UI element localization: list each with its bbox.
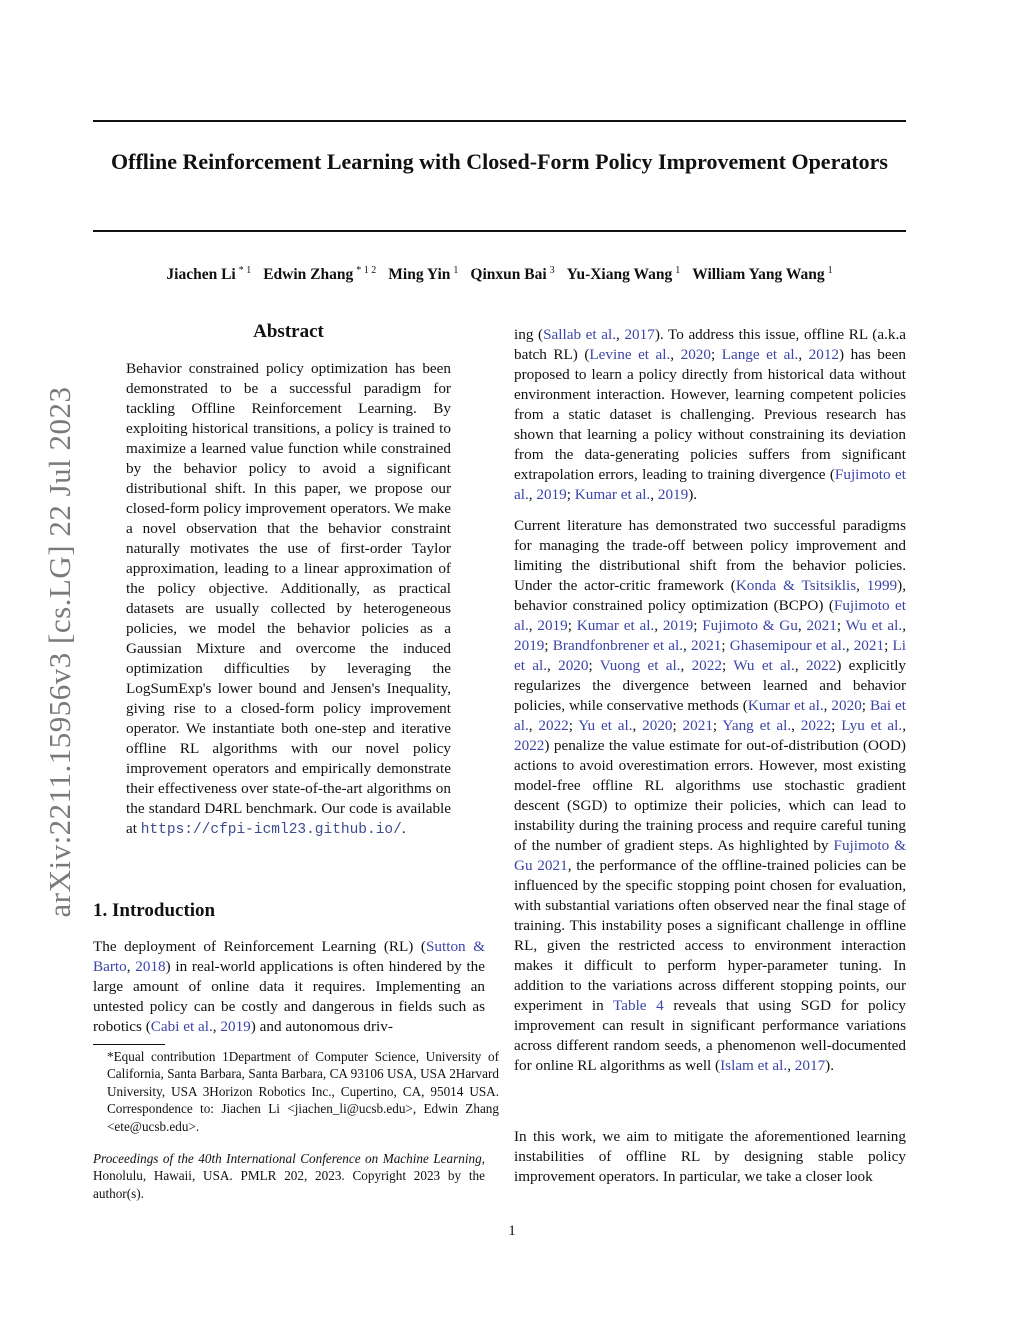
citation-link[interactable]: Islam et al. (720, 1057, 788, 1074)
citation-link[interactable]: 2020 (642, 717, 673, 734)
body-text: ; (721, 637, 730, 654)
body-text: ; (836, 617, 846, 634)
body-text: ; (710, 346, 722, 363)
body-text: , (212, 1018, 221, 1035)
citation-link[interactable]: 2022 (800, 717, 832, 734)
citation-link[interactable]: Table 4 (613, 997, 664, 1014)
body-text: , (797, 617, 807, 634)
author-affiliation-marker: 1 (453, 265, 459, 276)
author-name (166, 266, 251, 283)
body-text: , (632, 717, 643, 734)
body-text: ) in real-world applications is often hindered by the large amount of online data it requires. Implementing an untested policy can be costly and dangerous in fields such as robotics ( (93, 958, 486, 1035)
body-text: , (794, 657, 806, 674)
body-text: , (650, 486, 658, 503)
body-text: ; (566, 486, 575, 503)
author-name (263, 266, 376, 283)
body-text: , (654, 617, 663, 634)
citation-link[interactable]: 2020 (558, 657, 589, 674)
body-text: , (902, 717, 906, 734)
citation-link[interactable]: Brandfonbrener et al. (552, 637, 684, 654)
page-number: 1 (508, 1223, 516, 1239)
right-paragraph-2 (514, 516, 906, 1076)
body-text: , (126, 958, 136, 975)
abstract-body: Behavior constrained policy optimization has been demonstrated to be a successful paradigm for tackling Offline Reinforcement Learning. By exploiting historical transitions, a policy is trained to maximize a learned value function while constrained by the behavior policy to avoid a significant distributional shift. In this paper, we propose our closed-form policy improvement operators. We make a novel observation that the behavior constraint naturally motivates the use of first-order Taylor approximation, leading to a linear approximation of the policy objective. Additionally, as practical datasets are usually collected by heterogeneous policies, we model the behavior policies as a Gaussian Mixture and overcome the induced optimization difficulties by leveraging the LogSumExp's lower bound and Jensen's Inequality, giving rise to a closed-form policy improvement operator. We instantiate both one-step and iterative offline RL algorithms with our novel policy improvement operators and empirically demonstrate their effectiveness over state-of-the-art algorithms on the standard D4RL benchmark. Our code is available at (126, 360, 451, 837)
citation-link[interactable]: 2019 (657, 486, 689, 503)
body-text: , (791, 717, 801, 734)
body-text: ; (544, 637, 553, 654)
citation-link[interactable]: 2012 (808, 346, 840, 363)
citation-link[interactable]: Konda & Tsitsiklis (735, 577, 857, 594)
author-name (388, 266, 458, 283)
citation-link[interactable]: 2017 (794, 1057, 826, 1074)
body-text: , (680, 657, 692, 674)
body-text: ) penalize the value estimate for out-of-distribution (OOD) actions to avoid overestimation errors. However, most existing model-free offline RL algorithms use stochastic gradient descent (SGD) to optimize their policies, which can lead to instability during the training process and require careful tuning of the number of gradient steps. As highlighted by (514, 737, 906, 854)
body-text: ). To address this issue, offline RL (a.k.a batch RL) ( (514, 326, 906, 363)
body-text: ; (721, 657, 734, 674)
intro-paragraph-1 (93, 937, 485, 1037)
citation-link[interactable]: Fujimoto & Gu (702, 617, 798, 634)
citation-link[interactable]: Vuong et al. (599, 657, 681, 674)
citation-link[interactable]: Kumar et al. (747, 697, 824, 714)
citation-link[interactable]: 2020 (831, 697, 862, 714)
author-name-text: Edwin Zhang (263, 266, 354, 284)
body-text: ; (884, 637, 893, 654)
citation-link[interactable]: Ghasemipour et al. (729, 637, 846, 654)
body-text: ). (825, 1057, 835, 1074)
citation-link[interactable]: 2019 (662, 617, 694, 634)
citation-link[interactable]: Li et al. (514, 637, 906, 674)
citation-link[interactable]: Fujimoto et al. (514, 466, 906, 503)
title-rule-top (93, 120, 906, 122)
citation-link[interactable]: 2017 (624, 326, 655, 343)
citation-link[interactable]: 2019 (537, 617, 568, 634)
author-name-text: Jiachen Li (166, 266, 236, 284)
citation-link[interactable]: Wu et al. (845, 617, 903, 634)
citation-link[interactable]: 1999 (866, 577, 898, 594)
body-text: ; (567, 617, 577, 634)
abstract-heading: Abstract (253, 321, 324, 342)
abstract-text (126, 359, 451, 840)
citation-link[interactable]: Fujimoto & Gu 2021 (514, 837, 907, 874)
citation-link[interactable]: 2022 (805, 657, 837, 674)
body-text: ing ( (514, 326, 544, 343)
body-text: ) and autonomous driv- (250, 1018, 393, 1035)
author-name (567, 266, 681, 283)
citation-link[interactable]: Yu et al. (578, 717, 633, 734)
footnote-rule (93, 1044, 165, 1045)
citation-link[interactable]: Fujimoto et al. (514, 597, 906, 634)
body-text: , (856, 577, 867, 594)
body-text: , (528, 717, 539, 734)
citation-link[interactable]: 2019 (514, 637, 545, 654)
author-affiliation-marker: * 1 (238, 265, 252, 276)
section-heading-introduction: 1. Introduction (93, 900, 216, 921)
body-text: , the performance of the offline-trained policies can be influenced by the specific stopping point chosen for evaluation, with substantial variations often observed near the final stage of training. This instability poses a significant challenge in offline RL, given the restricted access to environment interaction makes it difficult to perform hyper-parameter tuning. In addition to the variations across different stopping points, our experiment in (514, 857, 907, 1014)
citation-link[interactable]: Wu et al. (733, 657, 795, 674)
citation-link[interactable]: 2022 (514, 737, 545, 754)
citation-link[interactable]: 2020 (680, 346, 711, 363)
body-text: , (547, 657, 559, 674)
body-text: , (528, 486, 537, 503)
citation-link[interactable]: 2022 (538, 717, 569, 734)
proceedings-italic: Proceedings of the 40th International Conference on Machine Learning (93, 1151, 482, 1166)
author-name (692, 266, 832, 283)
body-text: ; (712, 717, 723, 734)
title-rule-bottom (93, 230, 906, 232)
citation-link[interactable]: 2022 (691, 657, 722, 674)
right-paragraph-1 (514, 325, 906, 505)
author-name-text: Ming Yin (388, 266, 451, 284)
body-text: ; (568, 717, 579, 734)
body-text: , (798, 346, 809, 363)
citation-link[interactable]: Kumar et al. (576, 617, 655, 634)
abstract-end: . (401, 820, 406, 837)
body-text: , (787, 1057, 795, 1074)
body-text: ; (831, 717, 842, 734)
citation-link[interactable]: 2021 (682, 717, 713, 734)
citation-link[interactable]: Lange et al. (721, 346, 799, 363)
paper-title: Offline Reinforcement Learning with Closed-Form Policy Improvement Operators (111, 149, 888, 174)
body-text: , (670, 346, 681, 363)
citation-link[interactable]: Lyu et al. (841, 717, 903, 734)
citation-link[interactable]: Yang et al. (722, 717, 792, 734)
citation-link[interactable]: 2021 (691, 637, 722, 654)
author-affiliation-marker: * 1 2 (356, 265, 377, 276)
body-text: ; (693, 617, 703, 634)
proceedings-rest: , Honolulu, Hawaii, USA. PMLR 202, 2023. Copyright 2023 by the author(s). (93, 1151, 485, 1201)
body-text: ; (672, 717, 683, 734)
citation-link[interactable]: 2021 (853, 637, 885, 654)
body-text: , (616, 326, 625, 343)
citation-link[interactable]: 2018 (135, 958, 166, 975)
body-text: , (528, 617, 538, 634)
body-text: ; (588, 657, 600, 674)
body-text: , (902, 617, 906, 634)
body-text: reveals that using SGD for policy improvement can result in significant performance variations across different random seeds, a phenomenon well-documented for online RL algorithms as well ( (514, 997, 906, 1074)
citation-link[interactable]: Levine et al. (589, 346, 671, 363)
footnote-affiliations: *Equal contribution 1Department of Computer Science, University of California, Santa Barbara, Santa Barbara, CA 93106 USA, USA 2Harvard University, USA 3Horizon Robotics Inc., Cupertino, CA, 95014 USA. Correspondence to: Jiachen Li <jiachen_li@ucsb.edu>, Edwin Zhang <ete@ucsb.edu>. (107, 1049, 499, 1134)
body-text: , (823, 697, 832, 714)
body-text: ). (688, 486, 698, 503)
body-text: The deployment of Reinforcement Learning (RL) ( (93, 938, 426, 955)
body-text: Current literature has demonstrated two successful paradigms for managing the trade-off between policy improvement and limiting the distributional shift from the behavior policies. Under the actor-critic framework ( (514, 517, 906, 594)
body-text: ; (861, 697, 870, 714)
citation-link[interactable]: Sutton & Barto (93, 938, 486, 975)
citation-link[interactable]: Bai et al. (514, 697, 906, 734)
body-text: ) has been proposed to learn a policy directly from historical data without environment interaction. However, learning competent policies from a static dataset is challenging. Previous research has shown that learning a policy without constraining its deviation from the data-generating policies suffers from significant extrapolation errors, leading to training divergence ( (514, 346, 906, 483)
code-link[interactable]: https://cfpi-icml23.github.io/ (140, 822, 402, 838)
author-name (470, 266, 554, 283)
citation-link[interactable]: Sallab et al. (543, 326, 617, 343)
author-affiliation-marker: 1 (675, 265, 681, 276)
body-text: ), behavior constrained policy optimization (BCPO) ( (514, 577, 906, 614)
right-paragraph-3: In this work, we aim to mitigate the aforementioned learning instabilities of offline RL by designing stable policy improvement operators. In particular, we take a closer look (514, 1128, 906, 1185)
citation-link[interactable]: Cabi et al. (150, 1018, 213, 1035)
author-name-text: Qinxun Bai (470, 266, 547, 284)
body-text: , (683, 637, 691, 654)
author-name-text: Yu-Xiang Wang (566, 266, 673, 284)
proceedings-note (93, 1150, 485, 1202)
body-text: ) explicitly regularizes the divergence between learned and behavior policies, while conservative methods ( (514, 657, 907, 714)
body-text: , (845, 637, 854, 654)
author-list (93, 265, 906, 284)
author-name-text: William Yang Wang (692, 266, 825, 284)
citation-link[interactable]: Kumar et al. (574, 486, 651, 503)
citation-link[interactable]: 2019 (220, 1018, 251, 1035)
arxiv-identifier[interactable]: arXiv:2211.15956v3 [cs.LG] 22 Jul 2023 (42, 386, 77, 918)
citation-link[interactable]: 2021 (806, 617, 837, 634)
citation-link[interactable]: 2019 (536, 486, 567, 503)
author-affiliation-marker: 1 (827, 265, 833, 276)
author-affiliation-marker: 3 (549, 265, 555, 276)
